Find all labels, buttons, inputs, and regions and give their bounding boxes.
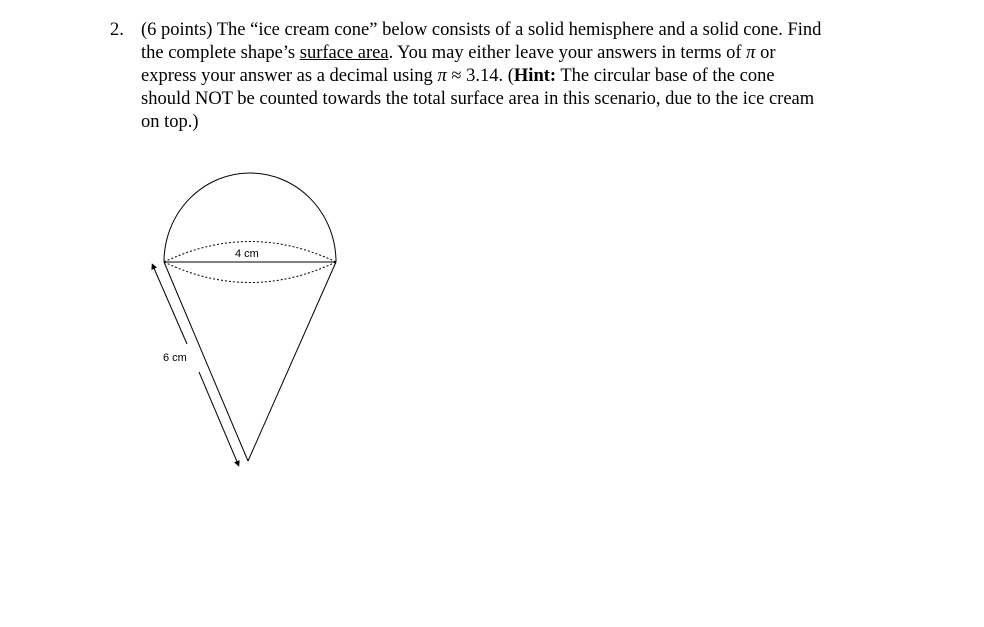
diameter-label: 4 cm — [235, 248, 259, 260]
question-line-5: on top.) — [141, 112, 199, 132]
question-line-2: the complete shape’s surface area. You may either leave your answers in terms of π or — [141, 43, 776, 63]
question-number: 2. — [110, 20, 124, 40]
slant-arrow-lower — [199, 372, 238, 464]
pi-symbol: π — [437, 66, 447, 86]
surface-area-term: surface area — [299, 43, 389, 63]
base-ellipse-front — [164, 262, 336, 283]
slant-label: 6 cm — [163, 352, 187, 364]
pi-symbol: π — [746, 43, 756, 63]
question-line-4: should NOT be counted towards the total surface area in this scenario, due to the ice cream — [141, 89, 815, 109]
question-line-1: (6 points) The “ice cream cone” below consists of a solid hemisphere and a solid cone. Find — [141, 20, 822, 40]
hint-label: Hint: — [513, 66, 557, 86]
question-line-3: express your answer as a decimal using π ≈ 3.14. (Hint: The circular base of the cone — [141, 66, 775, 86]
cone-right-side — [248, 262, 336, 461]
